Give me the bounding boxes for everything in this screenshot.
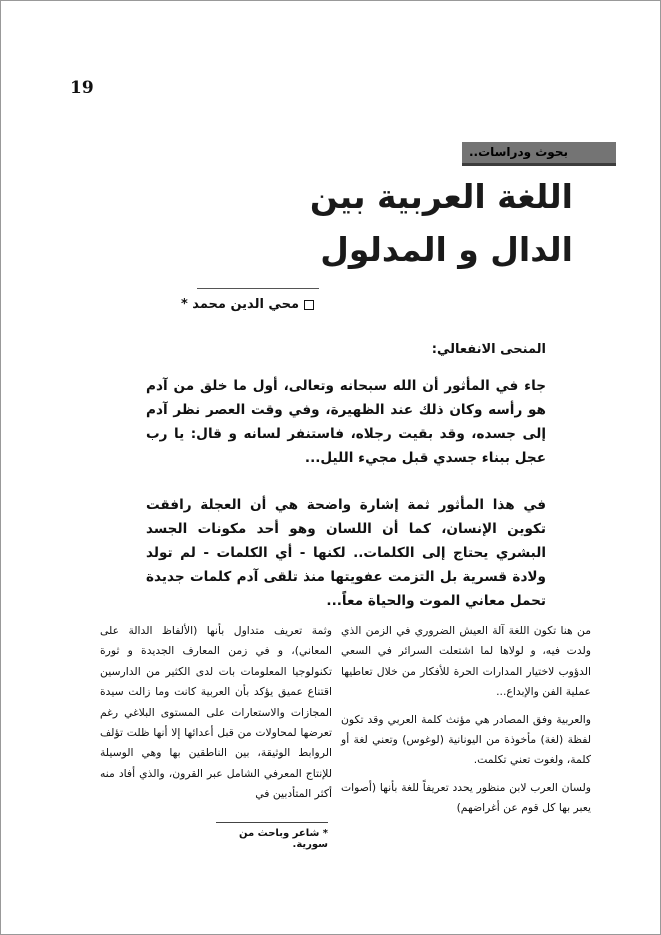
right-column-paragraph-1: من هنا تكون اللغة آلة العيش الضروري في الزمن الذي ولدت فيه، و لولاها لما اشتعلت السرائر في السعي الدؤوب لاختيار المدارات الحرة للأفكار من خلال تعاطيها عملية الفن والإبداع... [341, 624, 591, 699]
title-line-2: الدال و المدلول [320, 230, 573, 269]
footnote-rule [216, 822, 328, 823]
title-line-1: اللغة العربية بين [309, 177, 573, 216]
page-number: 19 [70, 78, 94, 98]
left-column-paragraph-1: وثمة تعريف متداول بأنها (الألفاظ الدالة على المعاني)، و في زمن المعارف الجديدة و ثورة تكنولوجيا المعلومات بات لدى الكثير من الدارسين اقتناع عميق يؤكد بأن العربية كانت وما زالت سيدة المجازات والاستعارات على المستوى البلاغي رغم تعرضها لمحاولات من قبل أعدائها إلا أنها ظلت تؤلف الروابط الوثيقة، بين الناطقين بها وهي الوسيلة للإنتاج المعرفي الشامل عبر القرون، والذي أفاد منه أكثر المتأدبين في [100, 624, 332, 801]
section-tag [462, 142, 616, 166]
right-column-paragraph-3: ولسان العرب لابن منظور يحدد تعريفاً للغة بأنها (أصوات يعبر بها كل قوم عن أغراضهم) [341, 780, 591, 815]
author-block [180, 288, 317, 322]
section-subheading: المنحى الانفعالي: [431, 342, 546, 357]
left-column [100, 621, 332, 812]
right-column [341, 621, 591, 826]
author-rule [197, 288, 319, 289]
intro-paragraph-1: جاء في المأثور أن الله سبحانه وتعالى، أول ما خلق من آدم هو رأسه وكان ذلك عند الظهيرة، وفي وقت العصر نظر آدم إلى جسده، وقد بقيت رجلاه، فاستنفر لسانه و قال: يا رب عجل ببناء جسدي قبل مجيء الليل... [146, 378, 546, 466]
article-title [213, 170, 573, 276]
square-bullet-icon [304, 300, 314, 310]
right-column-paragraph-2: والعربية وفق المصادر هي مؤنث كلمة العربي وقد تكون لفظة (لغة) مأخوذة من اليونانية (لوغوس) وتعني لغة أو كلمة، ولغوت تعني تكلمت. [341, 712, 591, 767]
intro-paragraph-2: في هذا المأثور ثمة إشارة واضحة هي أن العجلة رافقت تكوين الإنسان، كما أن اللسان وهو أحد مكونات الجسد البشري يحتاج إلى الكلمات.. لكنها - أي الكلمات - لم تولد ولادة قسرية بل التزمت عفويتها منذ تلقى آدم كلمات جديدة تحمل معاني الموت والحياة معاً... [146, 497, 546, 609]
author-name: محي الدين محمد * [180, 297, 299, 312]
author-line [181, 297, 314, 312]
footnote: * شاعر وباحث من سورية. [238, 828, 328, 850]
section-tag-label: بحوث ودراسات.. [468, 145, 568, 159]
